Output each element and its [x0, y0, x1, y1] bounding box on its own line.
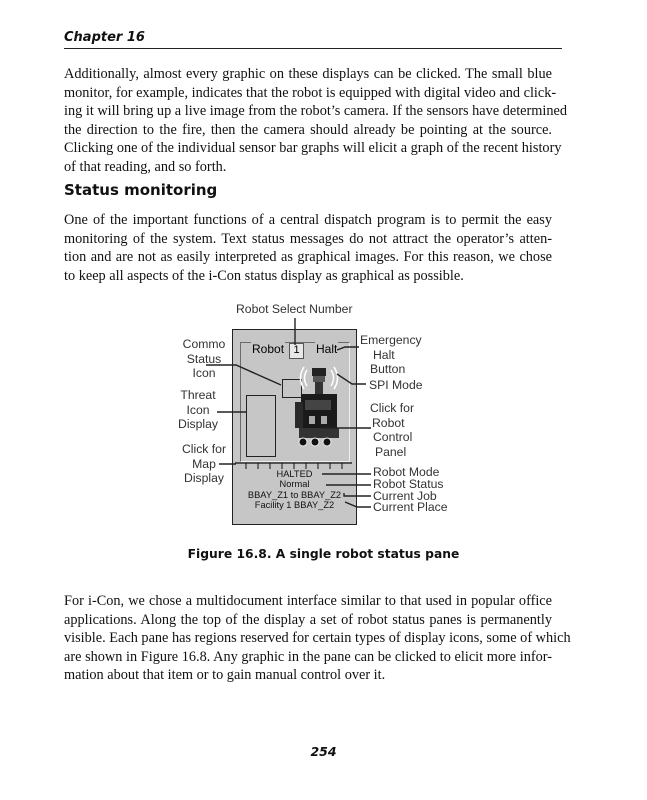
- paragraph-3: [64, 592, 571, 685]
- robot-icon[interactable]: [285, 360, 349, 460]
- text-line: the direction to the fire, then the camera should already be pointing at the source.: [64, 121, 552, 138]
- label-current-job: Current Job: [373, 488, 437, 503]
- text-line: of that reading, and so forth.: [64, 158, 227, 175]
- page-number: 254: [310, 744, 337, 759]
- label-threat-icon-display: Threat Icon Display: [178, 388, 218, 431]
- halt-button[interactable]: Halt: [316, 342, 338, 356]
- paragraph-1: [64, 65, 568, 177]
- label-commo-status-icon: Commo Status Icon: [182, 337, 226, 380]
- label-pane-fields: [373, 467, 448, 514]
- text-line: tion and are not as easily interpreted as graphical images. For this reason, we chose: [64, 249, 552, 266]
- label-emergency-halt-button: Emergency Halt Button: [360, 333, 422, 376]
- paragraph-2: [64, 211, 552, 285]
- label-robot-mode: Robot Mode: [373, 465, 440, 479]
- robot-label: Robot: [252, 342, 285, 356]
- label-spi-mode: SPI Mode: [369, 378, 423, 392]
- text-line: monitoring of the system. Text status messages do not attract the operator’s atten-: [64, 230, 552, 247]
- text-line: visible. Each pane has regions reserved for certain types of display icons, some of which: [64, 630, 571, 647]
- threat-icon-display[interactable]: [246, 395, 276, 457]
- robot-select-number[interactable]: 1: [289, 343, 304, 359]
- pane-status-block: [237, 469, 352, 510]
- map-display-bar[interactable]: [235, 458, 352, 466]
- current-job-value[interactable]: BBAY_Z1 to BBAY_Z2: [247, 489, 342, 500]
- text-line: are shown in Figure 16.8. Any graphic in the pane can be clicked to elicit more infor-: [64, 648, 552, 665]
- chapter-header: Chapter 16: [64, 30, 145, 45]
- label-robot-select-number: Robot Select Number: [236, 302, 353, 316]
- text-line: One of the important functions of a central dispatch program is to permit the easy: [64, 212, 552, 228]
- robot-mode-value[interactable]: HALTED: [276, 469, 313, 479]
- label-current-place: Current Place: [373, 500, 448, 515]
- label-robot-status: Robot Status: [373, 476, 444, 491]
- section-heading: Status monitoring: [64, 181, 218, 199]
- text-line: mation about that item or to gain manual control over it.: [64, 667, 386, 684]
- text-line: Additionally, almost every graphic on these displays can be clicked. The small blue: [64, 66, 552, 82]
- figure-caption: Figure 16.8. A single robot status pane: [187, 547, 460, 561]
- text-line: For i-Con, we chose a multidocument interface similar to that used in popular office: [64, 593, 552, 609]
- text-line: to keep all aspects of the i-Con status display as graphical as possible.: [64, 267, 464, 284]
- text-line: monitor, for example, indicates that the robot is equipped with digital video and click-: [64, 84, 557, 101]
- current-place-value[interactable]: Facility 1 BBAY_Z2: [254, 499, 335, 510]
- text-line: applications. Along the top of the display a set of robot status panes is permanently: [64, 611, 552, 628]
- robot-status-pane[interactable]: [232, 329, 357, 525]
- header-rule: [64, 48, 562, 49]
- label-click-for-map-display: Click for Map Display: [181, 442, 226, 485]
- label-click-for-robot-control-panel: Click for Robot Control Panel: [370, 401, 415, 459]
- robot-status-value[interactable]: Normal: [279, 479, 310, 490]
- text-line: ing it will bring up a live image from the robot’s camera. If the sensors have determined: [64, 103, 568, 120]
- text-line: Clicking one of the individual sensor bar graphs will elicit a graph of the recent history: [64, 140, 562, 157]
